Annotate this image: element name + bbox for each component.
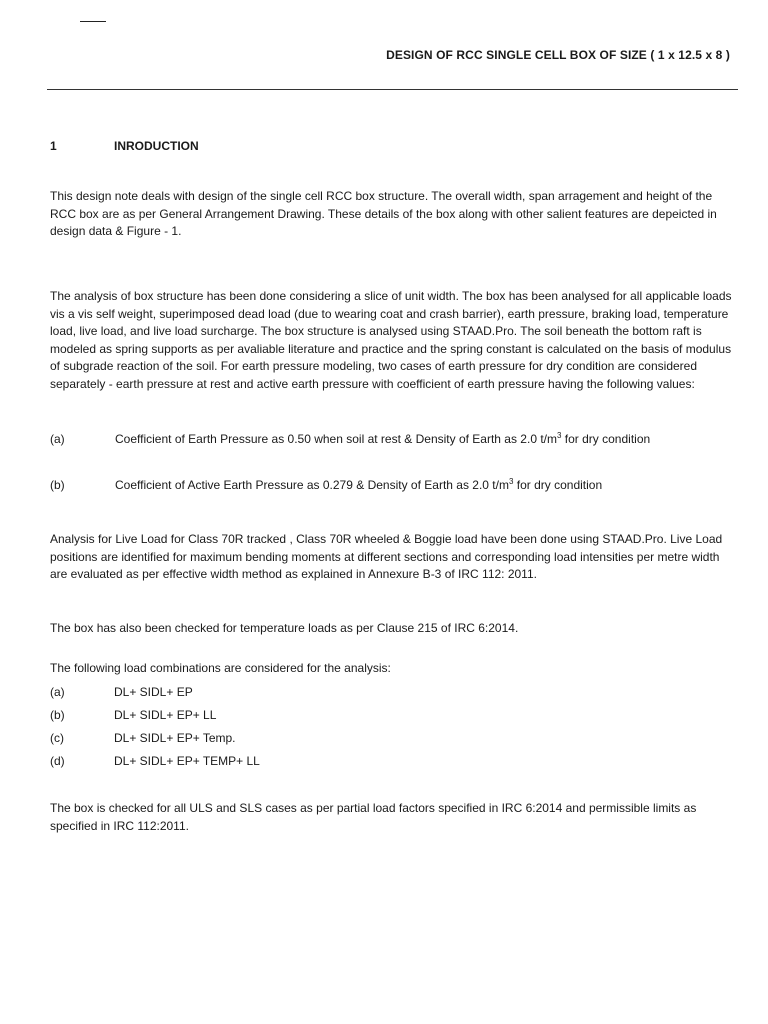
- combinations-intro: The following load combinations are considered for the analysis:: [50, 661, 391, 675]
- list-item-label: (d): [50, 754, 65, 768]
- list-item-label: (c): [50, 731, 64, 745]
- list-item: [50, 684, 260, 707]
- checks-paragraph: The box is checked for all ULS and SLS cases as per partial load factors specified in IRC 6:2014 and permissible limits as specified in IRC 112:2011.: [50, 801, 697, 833]
- document-title: DESIGN OF RCC SINGLE CELL BOX OF SIZE ( 1 x 12.5 x 8 ): [386, 48, 730, 62]
- list-item-text: DL+ SIDL+ EP+ Temp.: [114, 731, 236, 745]
- coefficient-suffix: for dry condition: [561, 432, 651, 446]
- temperature-paragraph: The box has also been checked for temperature loads as per Clause 215 of IRC 6:2014.: [50, 621, 519, 635]
- coefficient-suffix: for dry condition: [513, 478, 603, 492]
- header-mark-line: [80, 21, 106, 22]
- intro-paragraph: This design note deals with design of the single cell RCC box structure. The overall width, span arragement and height of the RCC box are as per General Arrangement Drawing. These details of the box along with other salient features are depeicted in design data & Figure - 1.: [50, 189, 717, 238]
- load-combination-list: [50, 684, 260, 776]
- coefficient-label: (b): [50, 478, 65, 492]
- list-item: [50, 730, 260, 753]
- header-divider: [47, 89, 738, 90]
- section-title: INRODUCTION: [114, 139, 199, 153]
- list-item: [50, 707, 260, 730]
- coefficient-item-b: [50, 478, 602, 492]
- live-load-paragraph: Analysis for Live Load for Class 70R tracked , Class 70R wheeled & Boggie load have been done using STAAD.Pro. Live Load positions are identified for maximum bending moments at different sections and corresponding load intensities per metre width are evaluated as per effective width method as explained in Annexure B-3 of IRC 112: 2011.: [50, 532, 723, 581]
- coefficient-item-a: [50, 432, 650, 446]
- coefficient-unit-exponent: 3: [557, 431, 562, 440]
- list-item-text: DL+ SIDL+ EP+ LL: [114, 708, 217, 722]
- coefficient-label: (a): [50, 432, 65, 446]
- list-item-label: (b): [50, 708, 65, 722]
- coefficient-unit-exponent: 3: [508, 477, 514, 486]
- coefficient-text: Coefficient of Active Earth Pressure as 0.279 & Density of Earth as 2.0 t/m: [115, 478, 509, 492]
- list-item-text: DL+ SIDL+ EP+ TEMP+ LL: [114, 754, 260, 768]
- list-item-text: DL+ SIDL+ EP: [114, 685, 193, 699]
- list-item-label: (a): [50, 685, 65, 699]
- section-number: 1: [50, 139, 57, 153]
- list-item: [50, 753, 260, 776]
- section-heading: [50, 139, 199, 153]
- analysis-paragraph: The analysis of box structure has been done considering a slice of unit width. The box has been analysed for all applicable loads vis a vis self weight, superimposed dead load (due to wearing coat and crash barrier), earth pressure, braking load, temperature load, live load, and live load surcharge. The box structure is analysed using STAAD.Pro. The soil beneath the bottom raft is modeled as spring supports as per avaliable literature and practice and the spring constant is calculated on the basis of modulus of subgrade reaction of the soil. For earth pressure modeling, two cases of earth pressure for dry condition are considered separately - earth pressure at rest and active earth pressure with coefficient of earth pressure having the following values:: [50, 289, 732, 391]
- coefficient-text: Coefficient of Earth Pressure as 0.50 when soil at rest & Density of Earth as 2.0 t/m: [115, 432, 557, 446]
